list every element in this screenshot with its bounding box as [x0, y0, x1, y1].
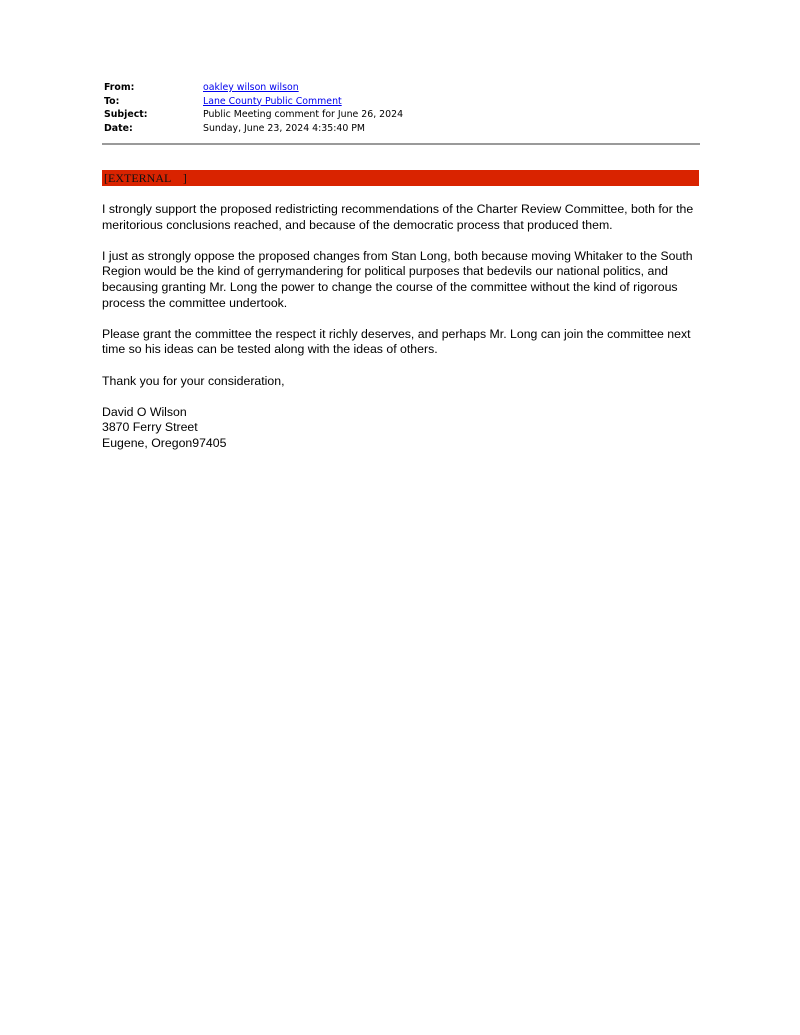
signature-name: David O Wilson: [102, 404, 187, 419]
date-value: Sunday, June 23, 2024 4:35:40 PM: [203, 122, 366, 134]
signature-city: Eugene, Oregon97405: [102, 435, 227, 450]
signature-street: 3870 Ferry Street: [102, 420, 198, 435]
signature-block: [102, 405, 702, 452]
date-row: [104, 122, 700, 136]
to-row: [104, 95, 700, 109]
header-divider: [102, 143, 700, 145]
from-link[interactable]: oakley wilson wilson: [203, 82, 299, 93]
subject-label: Subject:: [104, 109, 148, 120]
external-banner: [102, 170, 699, 186]
subject-value: Public Meeting comment for June 26, 2024: [203, 109, 404, 120]
from-label: From:: [104, 82, 135, 93]
from-row: [104, 81, 700, 95]
to-label: To:: [104, 95, 120, 107]
closing-line: Thank you for your consideration,: [102, 373, 285, 388]
body-paragraph-2: I just as strongly oppose the proposed changes from Stan Long, both because moving Whitaker to the South Region would be the kind of gerrymandering for political purposes that bedevils our national politics, and becausing granting Mr. Long the power to change the course of the committee without the kind of rigorous process the committee undertook.: [102, 248, 693, 310]
email-header: [104, 81, 700, 135]
body-paragraph-1: I strongly support the proposed redistricting recommendations of the Charter Review Committee, both for the meritorious conclusions reached, and because of the democratic process that produced them.: [102, 202, 694, 232]
email-body: [102, 202, 702, 452]
body-paragraph-3: Please grant the committee the respect it richly deserves, and perhaps Mr. Long can join the committee next time so his ideas can be tested along with the ideas of others.: [102, 326, 691, 357]
external-banner-text: [EXTERNAL ]: [104, 171, 187, 185]
subject-row: [104, 108, 700, 122]
to-link[interactable]: Lane County Public Comment: [203, 95, 342, 107]
date-label: Date:: [104, 122, 133, 134]
